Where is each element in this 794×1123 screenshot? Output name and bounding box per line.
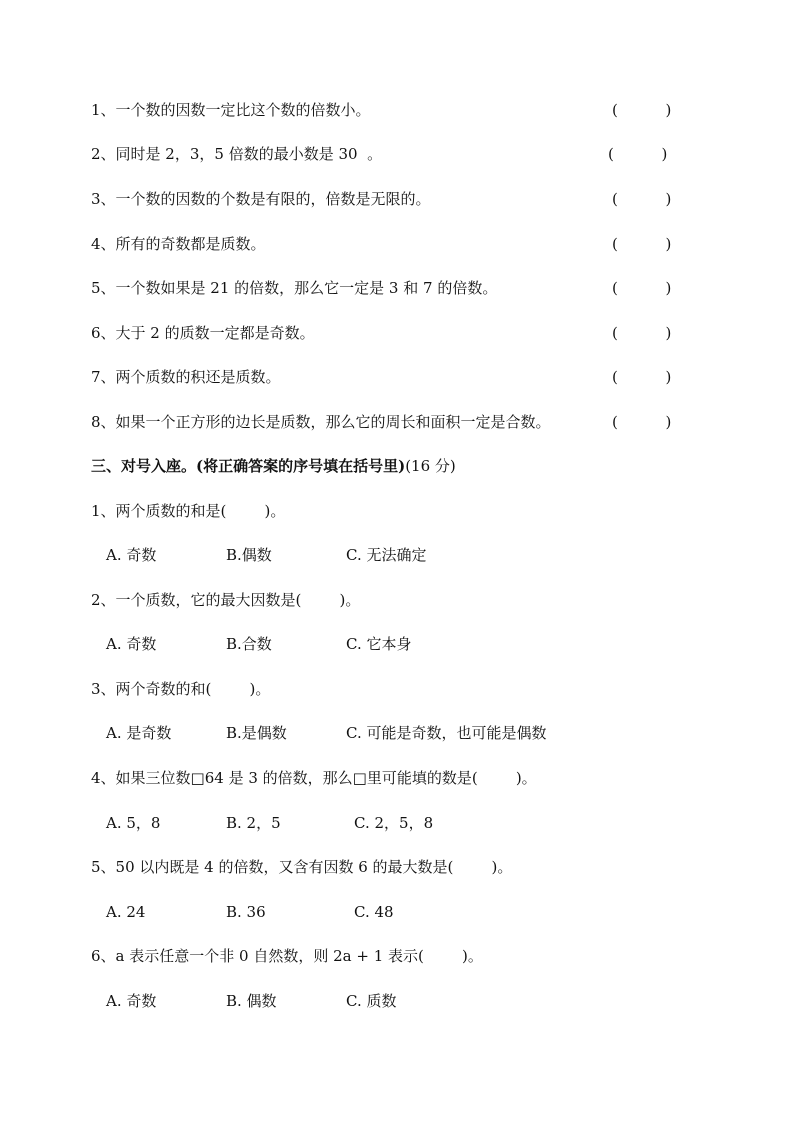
judge-item-1: 1、一个数的因数一定比这个数的倍数小。	[91, 101, 371, 119]
choice-2-option-a: A. 奇数	[106, 635, 157, 653]
answer-blank-1[interactable]: ( )	[612, 101, 672, 119]
answer-blank-4[interactable]: ( )	[612, 235, 672, 253]
choice-3-option-c: C. 可能是奇数，也可能是偶数	[346, 724, 547, 742]
choice-question-2: 2、一个质数，它的最大因数是( )。	[91, 591, 361, 609]
choice-question-6: 6、a 表示任意一个非 0 自然数，则 2a + 1 表示( )。	[91, 947, 483, 965]
choice-4-option-b: B. 2，5	[226, 814, 281, 832]
answer-blank-3[interactable]: ( )	[612, 190, 672, 208]
judge-item-8: 8、如果一个正方形的边长是质数，那么它的周长和面积一定是合数。	[91, 413, 551, 431]
choice-6-option-c: C. 质数	[346, 992, 397, 1010]
answer-blank-6[interactable]: ( )	[612, 324, 672, 342]
choice-question-3: 3、两个奇数的和( )。	[91, 680, 271, 698]
choice-1-option-b: B.偶数	[226, 546, 272, 564]
answer-blank-8[interactable]: ( )	[612, 413, 672, 431]
answer-blank-5[interactable]: ( )	[612, 279, 672, 297]
judge-item-6: 6、大于 2 的质数一定都是奇数。	[91, 324, 315, 342]
answer-blank-7[interactable]: ( )	[612, 368, 672, 386]
judge-item-2: 2、同时是 2，3，5 倍数的最小数是 30 。	[91, 145, 383, 163]
choice-3-option-b: B.是偶数	[226, 724, 287, 742]
judge-item-7: 7、两个质数的积还是质数。	[91, 368, 281, 386]
judge-item-5: 5、一个数如果是 21 的倍数，那么它一定是 3 和 7 的倍数。	[91, 279, 498, 297]
choice-5-option-a: A. 24	[106, 903, 146, 921]
section-3-score: (16 分)	[405, 457, 456, 475]
choice-5-option-c: C. 48	[354, 903, 394, 921]
section-3-title: 三、对号入座。(将正确答案的序号填在括号里)	[91, 457, 406, 475]
choice-1-option-c: C. 无法确定	[346, 546, 427, 564]
judge-item-3: 3、一个数的因数的个数是有限的，倍数是无限的。	[91, 190, 431, 208]
choice-1-option-a: A. 奇数	[106, 546, 157, 564]
choice-2-option-c: C. 它本身	[346, 635, 412, 653]
choice-2-option-b: B.合数	[226, 635, 272, 653]
choice-5-option-b: B. 36	[226, 903, 266, 921]
choice-6-option-a: A. 奇数	[106, 992, 157, 1010]
judge-item-4: 4、所有的奇数都是质数。	[91, 235, 266, 253]
answer-blank-2[interactable]: ( )	[608, 145, 668, 163]
choice-4-option-a: A. 5，8	[106, 814, 161, 832]
section-3-heading	[91, 456, 456, 476]
choice-question-5: 5、50 以内既是 4 的倍数，又含有因数 6 的最大数是( )。	[91, 858, 513, 876]
choice-question-1: 1、两个质数的和是( )。	[91, 502, 286, 520]
choice-3-option-a: A. 是奇数	[106, 724, 172, 742]
choice-6-option-b: B. 偶数	[226, 992, 277, 1010]
choice-question-4: 4、如果三位数□64 是 3 的倍数，那么□里可能填的数是( )。	[91, 769, 537, 787]
choice-4-option-c: C. 2，5，8	[354, 814, 434, 832]
